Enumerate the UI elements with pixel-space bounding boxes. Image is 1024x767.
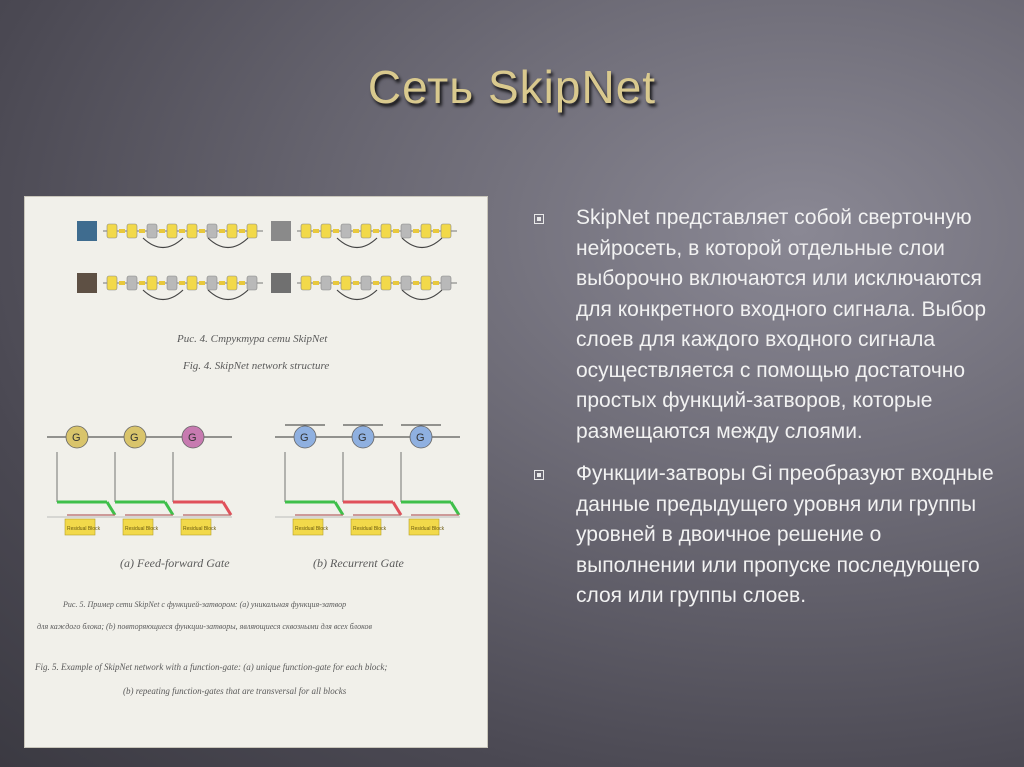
bullet-text: Функции-затворы Gi преобразуют входные данные предыдущего уровня или группы уровней в двоичное решение о выполнении или пропуске последующего слоя или группы слоев. bbox=[576, 462, 994, 607]
connector-block bbox=[139, 229, 145, 233]
connector-block bbox=[313, 229, 319, 233]
connector-block bbox=[179, 281, 185, 285]
layer-block bbox=[207, 276, 217, 290]
connector-block bbox=[219, 229, 225, 233]
layer-block bbox=[107, 224, 117, 238]
skip-path bbox=[393, 502, 401, 515]
layer-block bbox=[301, 224, 311, 238]
layer-block bbox=[301, 276, 311, 290]
skip-arc bbox=[143, 238, 183, 248]
square-bullet-icon bbox=[534, 214, 544, 224]
skip-path bbox=[165, 502, 173, 515]
bullet-text: SkipNet представляет собой сверточную нейросеть, в которой отдельные слои выборочно включаются или исключаются для конкретного входного сигнала. Выбор слоев для каждого входного сигнала осуществляется с помощью достаточно простых функций-затворов, которые размещаются между слоями. bbox=[576, 206, 987, 443]
connector-block bbox=[119, 281, 125, 285]
layer-block bbox=[341, 224, 351, 238]
gate-label: G bbox=[72, 432, 81, 444]
connector-block bbox=[179, 229, 185, 233]
skip-arc bbox=[337, 290, 377, 300]
gate-label: G bbox=[416, 432, 425, 444]
skip-arc bbox=[337, 238, 377, 248]
connector-block bbox=[433, 229, 439, 233]
caption-fig5-ru-2: для каждого блока; (b) повторяющиеся функции-затворы, являющиеся сквозными для всех блоков bbox=[37, 622, 372, 631]
bullet-list bbox=[532, 203, 1002, 624]
fig4-network-structure bbox=[77, 221, 457, 300]
layer-block bbox=[247, 276, 257, 290]
layer-block bbox=[227, 276, 237, 290]
input-image-thumb-2 bbox=[77, 273, 97, 293]
skip-arc bbox=[402, 290, 442, 300]
input-image-thumb-3 bbox=[271, 221, 291, 241]
skip-path bbox=[107, 502, 115, 515]
slide-title: Сеть SkipNet bbox=[367, 61, 657, 113]
layer-block bbox=[401, 276, 411, 290]
residual-block-label: Residual Block bbox=[295, 526, 329, 532]
input-image-thumb-4 bbox=[271, 273, 291, 293]
square-bullet-icon bbox=[534, 470, 544, 480]
skip-arc bbox=[208, 290, 248, 300]
layer-block bbox=[127, 276, 137, 290]
layer-block bbox=[381, 224, 391, 238]
connector-block bbox=[413, 281, 419, 285]
connector-block bbox=[139, 281, 145, 285]
skip-arc bbox=[143, 290, 183, 300]
connector-block bbox=[119, 229, 125, 233]
layer-block bbox=[147, 224, 157, 238]
connector-block bbox=[373, 229, 379, 233]
connector-block bbox=[373, 281, 379, 285]
connector-block bbox=[239, 281, 245, 285]
layer-block bbox=[187, 224, 197, 238]
panel-a-label: (a) Feed-forward Gate bbox=[120, 556, 230, 570]
residual-block-label: Residual Block bbox=[183, 526, 217, 532]
fig5-gated-network bbox=[47, 425, 460, 535]
layer-block bbox=[227, 224, 237, 238]
connector-block bbox=[219, 281, 225, 285]
connector-block bbox=[393, 281, 399, 285]
layer-block bbox=[341, 276, 351, 290]
layer-block bbox=[187, 276, 197, 290]
skip-arc bbox=[402, 238, 442, 248]
connector-block bbox=[159, 229, 165, 233]
layer-block bbox=[321, 276, 331, 290]
layer-block bbox=[381, 276, 391, 290]
residual-block-label: Residual Block bbox=[67, 526, 101, 532]
connector-block bbox=[199, 281, 205, 285]
connector-block bbox=[353, 229, 359, 233]
layer-block bbox=[207, 224, 217, 238]
layer-block bbox=[107, 276, 117, 290]
connector-block bbox=[353, 281, 359, 285]
connector-block bbox=[413, 229, 419, 233]
connector-block bbox=[333, 281, 339, 285]
residual-block-label: Residual Block bbox=[411, 526, 445, 532]
connector-block bbox=[239, 229, 245, 233]
connector-block bbox=[159, 281, 165, 285]
layer-block bbox=[441, 224, 451, 238]
layer-block bbox=[441, 276, 451, 290]
layer-block bbox=[167, 276, 177, 290]
caption-fig4-en: Fig. 4. SkipNet network structure bbox=[183, 360, 330, 372]
caption-fig4-ru: Рис. 4. Структура сети SkipNet bbox=[177, 333, 328, 345]
layer-block bbox=[361, 276, 371, 290]
layer-block bbox=[147, 276, 157, 290]
residual-block-label: Residual Block bbox=[125, 526, 159, 532]
gate-label: G bbox=[130, 432, 139, 444]
connector-block bbox=[393, 229, 399, 233]
skip-path bbox=[223, 502, 231, 515]
bullet-item bbox=[532, 203, 1002, 447]
bullet-item bbox=[532, 459, 1002, 612]
input-image-thumb-1 bbox=[77, 221, 97, 241]
caption-fig5-ru-1: Рис. 5. Пример сети SkipNet с функцией-затвором: (а) уникальная функция-затвор bbox=[63, 600, 347, 609]
caption-fig5-en-2: (b) repeating function-gates that are transversal for all blocks bbox=[123, 686, 347, 696]
layer-block bbox=[361, 224, 371, 238]
connector-block bbox=[199, 229, 205, 233]
layer-block bbox=[321, 224, 331, 238]
layer-block bbox=[401, 224, 411, 238]
gate-label: G bbox=[358, 432, 367, 444]
layer-block bbox=[247, 224, 257, 238]
layer-block bbox=[127, 224, 137, 238]
connector-block bbox=[433, 281, 439, 285]
panel-b-label: (b) Recurrent Gate bbox=[313, 556, 404, 570]
layer-block bbox=[167, 224, 177, 238]
gate-label: G bbox=[188, 432, 197, 444]
caption-fig5-en-1: Fig. 5. Example of SkipNet network with a function-gate: (a) unique function-gate for each block; bbox=[35, 662, 388, 672]
skip-path bbox=[451, 502, 459, 515]
residual-block-label: Residual Block bbox=[353, 526, 387, 532]
layer-block bbox=[421, 224, 431, 238]
skipnet-figure bbox=[25, 197, 487, 747]
skipnet-diagram bbox=[25, 197, 487, 747]
connector-block bbox=[313, 281, 319, 285]
skip-path bbox=[335, 502, 343, 515]
skip-arc bbox=[208, 238, 248, 248]
layer-block bbox=[421, 276, 431, 290]
connector-block bbox=[333, 229, 339, 233]
gate-label: G bbox=[300, 432, 309, 444]
